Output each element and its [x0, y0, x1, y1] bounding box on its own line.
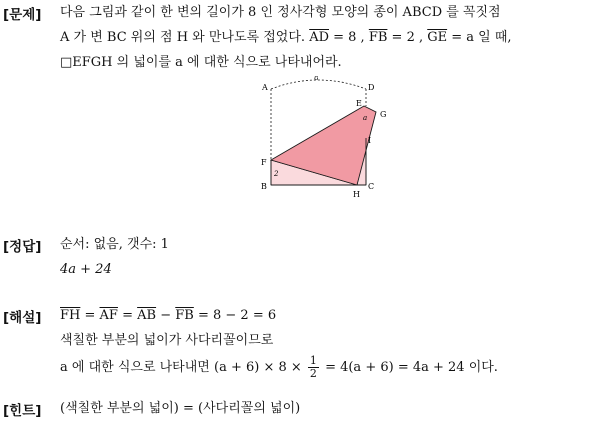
label-d: D	[368, 83, 375, 92]
label-b: B	[261, 182, 267, 191]
solution-label: [해설]	[3, 310, 42, 326]
label-f: F	[261, 158, 267, 167]
segment-ab: $\overline{AB}$	[137, 308, 157, 323]
segment-fb: $\overline{FB}$	[368, 30, 388, 45]
label-i: I	[368, 136, 372, 145]
segment-ge: $\overline{GE}$	[427, 30, 448, 45]
value-ge: = a 일 때,	[447, 30, 512, 45]
label-e: E	[356, 99, 362, 108]
label-h: H	[353, 190, 360, 199]
answer-label: [정답]	[3, 239, 42, 255]
dashed-arc-ad	[271, 80, 366, 89]
value-ad: = 8 ,	[329, 30, 369, 45]
solution-line-2: 색칠한 부분의 넓이가 사다리꼴이므로	[60, 333, 274, 348]
solution-line-3	[60, 353, 583, 383]
hint-label: [힌트]	[3, 403, 42, 419]
segment-ad: $\overline{AD}$	[309, 30, 329, 45]
label-g: G	[380, 110, 387, 119]
solution-line-3-post: = 4(a + 6) = 4a + 24 이다.	[325, 360, 498, 375]
solution-text	[60, 303, 583, 383]
label-top-length: 8	[314, 76, 319, 82]
answer-text	[60, 232, 583, 282]
fraction-one-half	[308, 355, 319, 380]
value-fb: = 2 ,	[387, 30, 428, 45]
segment-fb-2: $\overline{FB}$	[175, 308, 194, 323]
problem-label: [문제]	[3, 7, 42, 23]
hint-line: (색칠한 부분의 넓이) = (사다리꼴의 넓이)	[60, 401, 301, 416]
problem-line-3: □EFGH 의 넓이를 a 에 대한 식으로 나타내어라.	[60, 55, 342, 70]
segment-af: $\overline{AF}$	[99, 308, 118, 323]
label-angle-a: a	[363, 114, 368, 122]
problem-line-2	[60, 25, 583, 50]
segment-fh: $\overline{FH}$	[60, 308, 81, 323]
label-fb-length: 2	[274, 170, 279, 178]
hint-text	[60, 396, 583, 421]
solution-line-3-pre: a 에 대한 식으로 나타내면 (a + 6) × 8 ×	[60, 360, 302, 375]
figure-svg	[252, 76, 402, 200]
problem-line-1: 다음 그림과 같이 한 변의 길이가 8 인 정사각형 모양의 종이 ABCD 를 꼭짓점	[60, 5, 501, 20]
folded-square-figure	[252, 76, 402, 204]
fraction-numerator: 1	[309, 354, 317, 367]
solution-line-1: $\overline{FH} = \overline{AF} = \overline{AB} - \overline{FB} = 8 - 2 = 6$	[60, 308, 277, 323]
problem-text	[60, 0, 583, 75]
answer-line-1: 순서: 없음, 갯수: 1	[60, 237, 169, 252]
label-c: C	[368, 182, 375, 191]
answer-line-2: 4a + 24	[60, 262, 112, 277]
solution-eq-tail: = 8 − 2 = 6	[197, 308, 277, 323]
fraction-denominator: 2	[309, 367, 317, 380]
label-a: A	[262, 83, 268, 92]
problem-line-2-text: A 가 변 BC 위의 점 H 와 만나도록 접었다.	[60, 30, 306, 45]
